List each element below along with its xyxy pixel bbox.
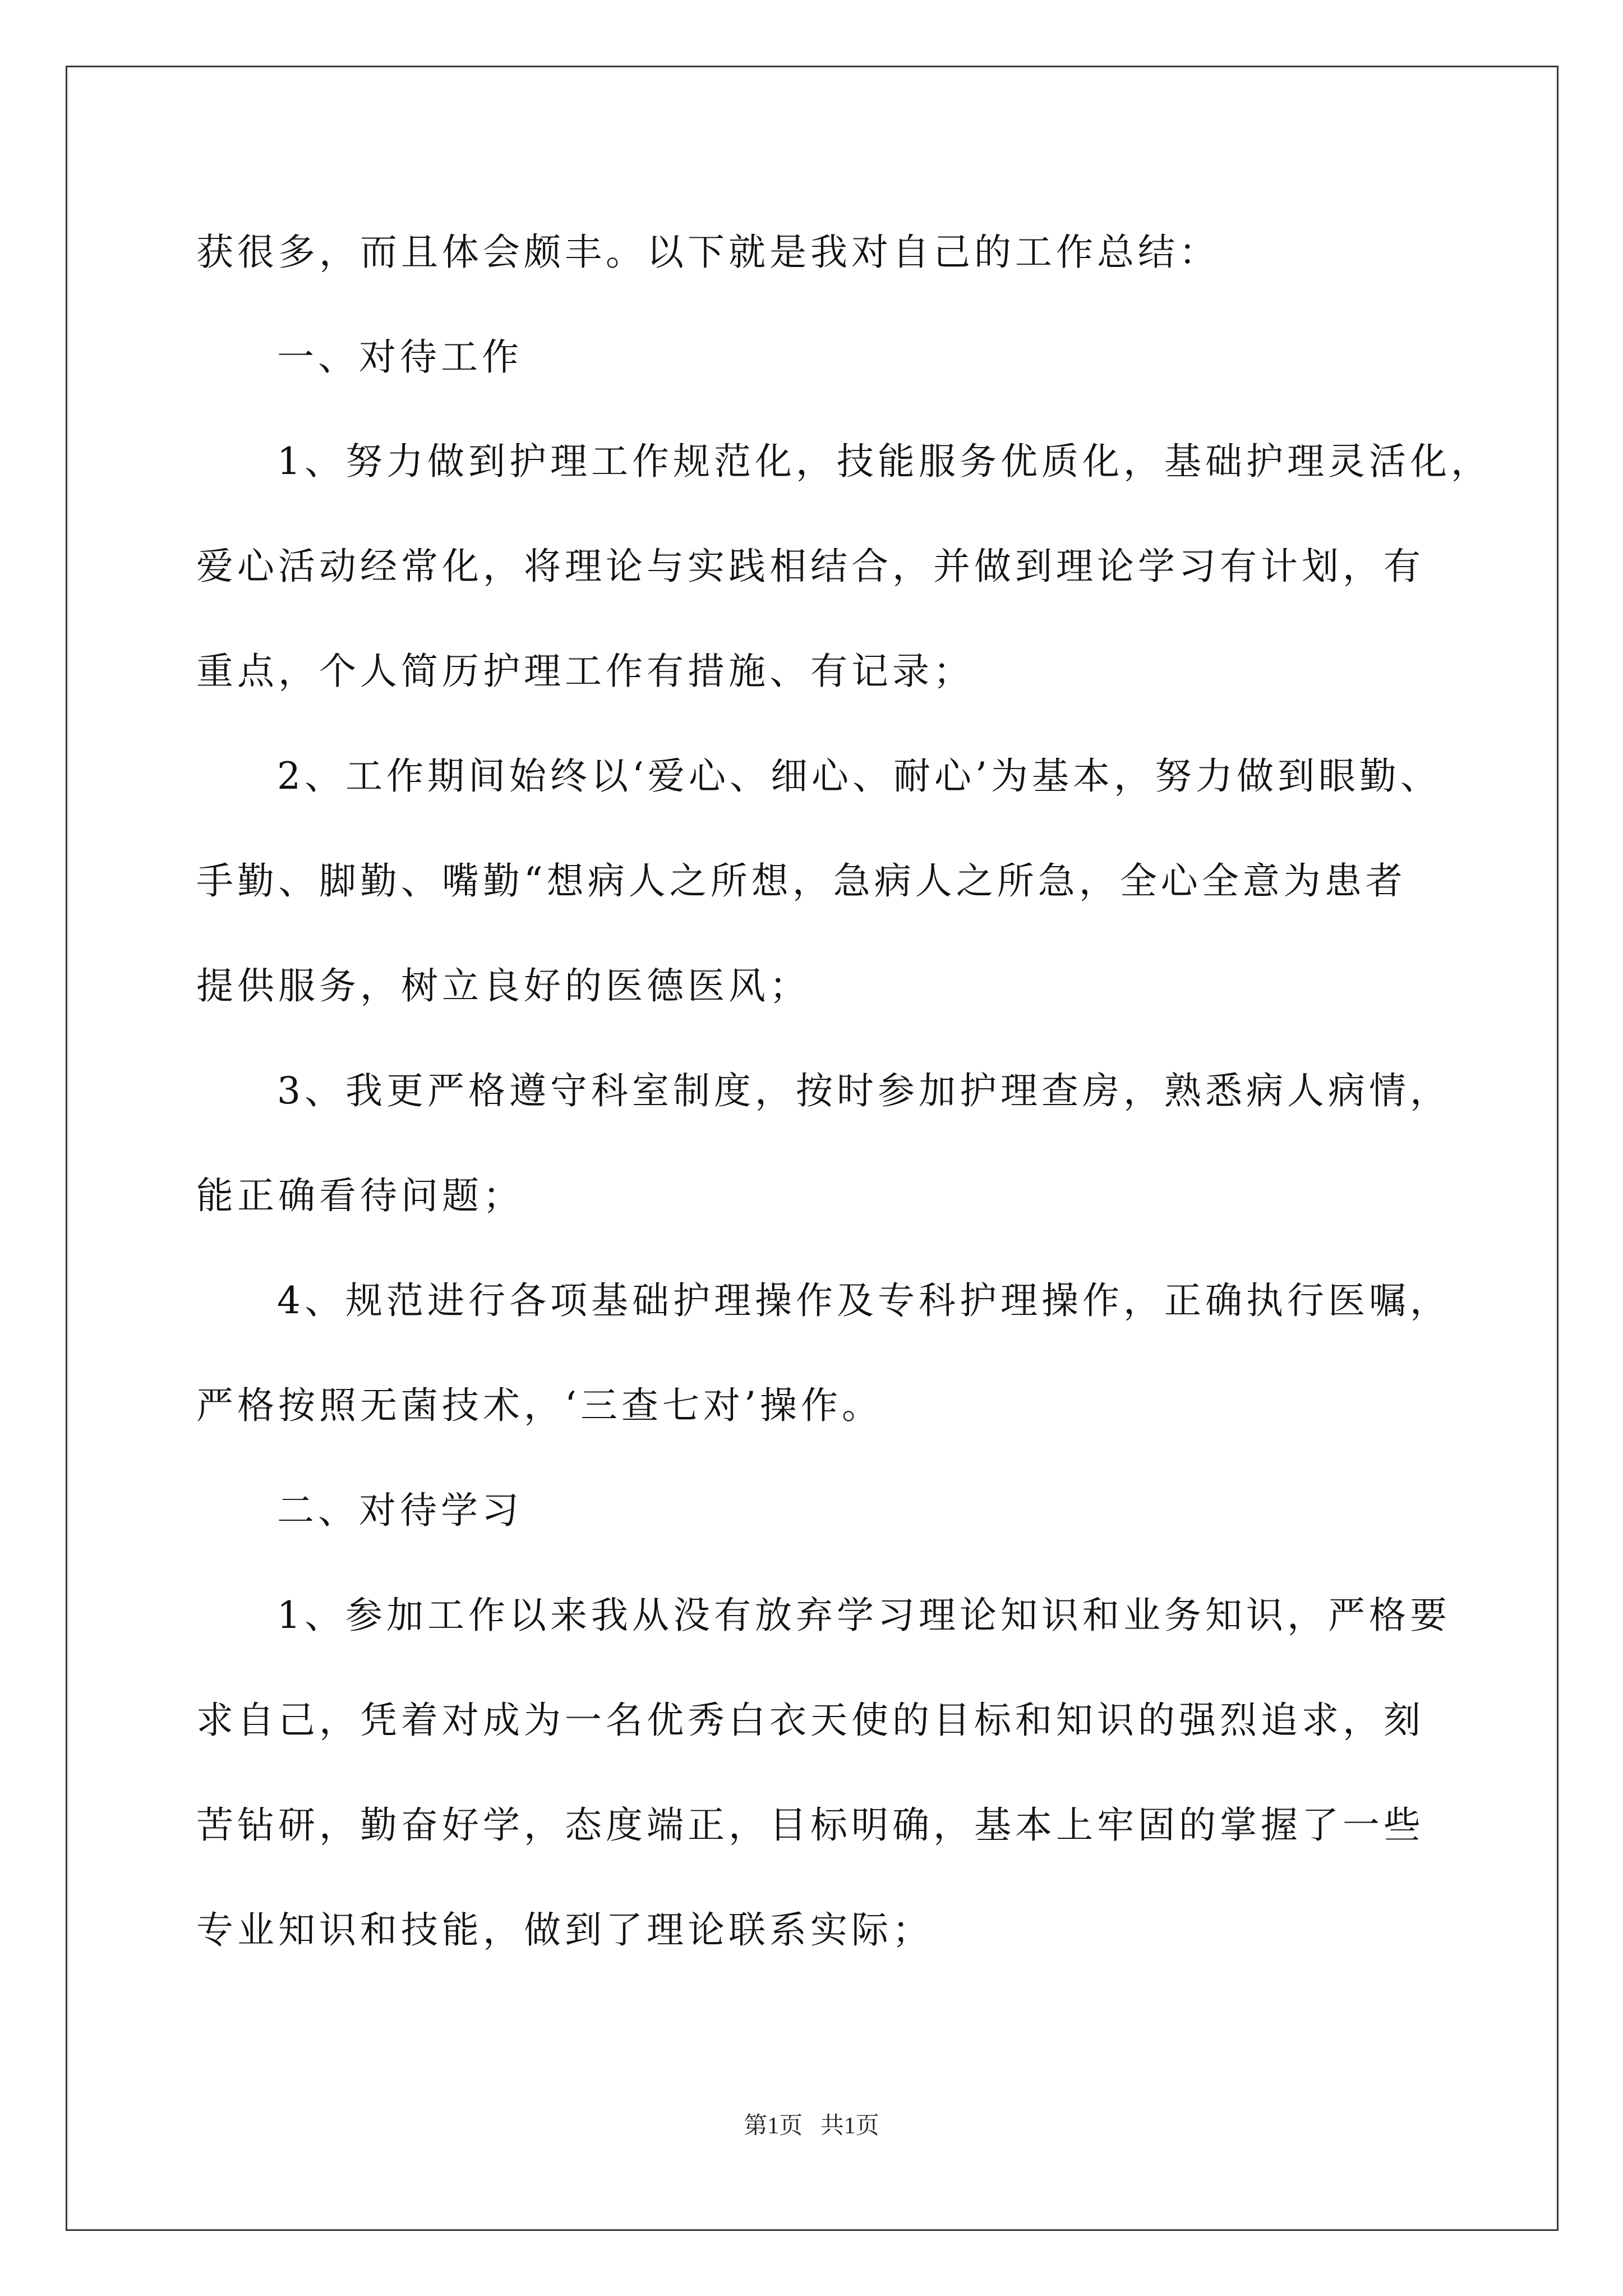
text-line: 严格按照无菌技术，‘三查七对’操作。 [196, 1384, 883, 1427]
text-line: 重点，个人简历护理工作有措施、有记录； [196, 650, 974, 693]
section-heading: 二、对待学习 [277, 1489, 523, 1532]
text-line: 1、参加工作以来我从没有放弃学习理论知识和业务知识，严格要 [277, 1594, 1451, 1637]
page-footer: 第1页 共1页 [744, 2113, 879, 2139]
text-line: 专业知识和技能，做到了理论联系实际； [196, 1908, 933, 1952]
text-line: 苦钻研，勤奋好学，态度端正，目标明确，基本上牢固的掌握了一些 [196, 1803, 1424, 1847]
text-line: 能正确看待问题； [196, 1174, 524, 1217]
text-line: 爱心活动经常化，将理论与实践相结合，并做到理论学习有计划，有 [196, 545, 1424, 588]
text-line: 求自己，凭着对成为一名优秀白衣天使的目标和知识的强烈追求，刻 [196, 1699, 1424, 1742]
text-line: 手勤、脚勤、嘴勤“想病人之所想，急病人之所急，全心全意为患者 [196, 859, 1407, 903]
text-line: 2、工作期间始终以‘爱心、细心、耐心’为基本，努力做到眼勤、 [277, 754, 1441, 798]
text-line: 提供服务，树立良好的医德医风； [196, 964, 810, 1007]
text-line: 1、努力做到护理工作规范化，技能服务优质化，基础护理灵活化， [277, 440, 1492, 483]
section-heading: 一、对待工作 [277, 335, 523, 379]
text-line: 获很多，而且体会颇丰。以下就是我对自己的工作总结： [196, 231, 1220, 274]
page-border [66, 66, 1559, 2231]
text-line: 4、规范进行各项基础护理操作及专科护理操作，正确执行医嘱， [277, 1279, 1451, 1322]
text-line: 3、我更严格遵守科室制度，按时参加护理查房，熟悉病人病情， [277, 1069, 1451, 1112]
